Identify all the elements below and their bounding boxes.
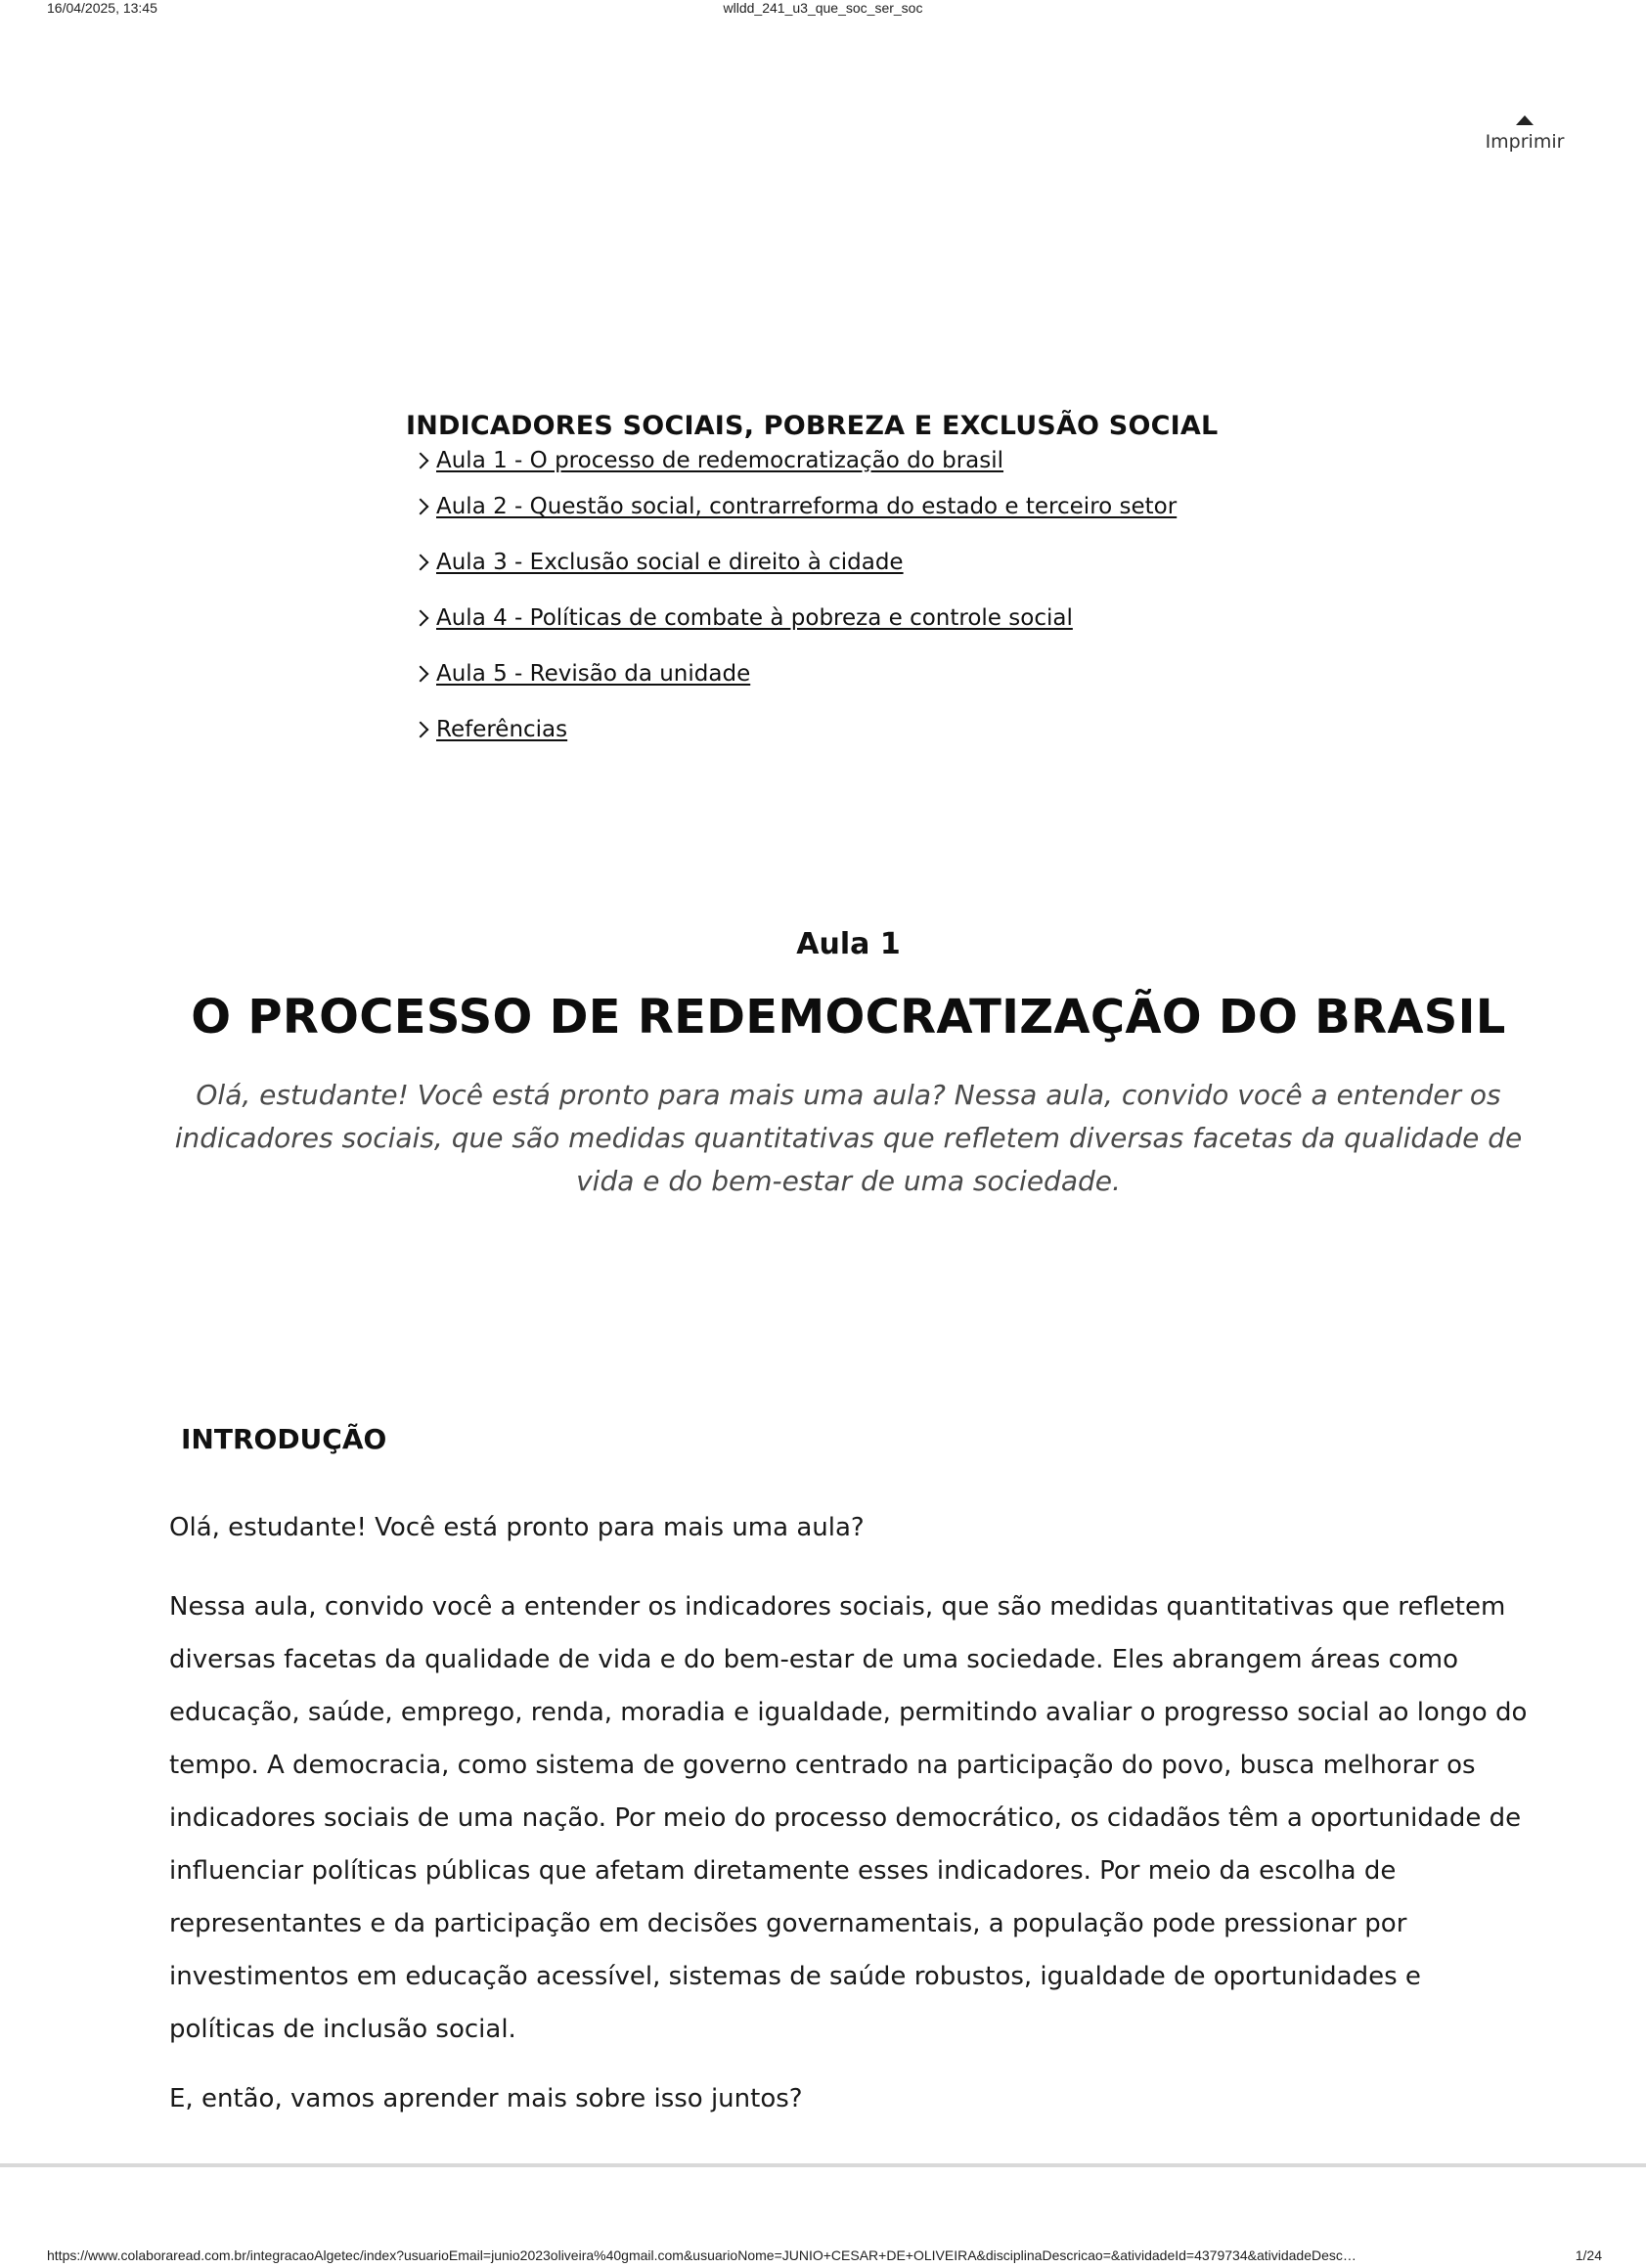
paragraph: Nessa aula, convido você a entender os indicadores sociais, que são medidas quantitativas que refletem diversas facetas da qualidade de vida e do bem-estar de uma sociedade. Eles abrangem áreas como educação, saúde, emprego, renda, moradia e igualdade, permitindo avaliar o progresso social ao longo do tempo. A democracia, como sistema de governo centrado na participação do povo, busca melhorar os indicadores sociais de uma nação. Por meio do processo democrático, os cidadãos têm a oportunidade de influenciar políticas públicas que afetam diretamente esses indicadores. Por meio da escolha de representantes e da participação em decisões governamentais, a população pode pressionar por investimentos em educação acessível, sistemas de saúde robustos, igualdade de oportunidades e políticas de inclusão social.	[169, 1592, 1528, 2044]
toc-item	[415, 590, 1286, 645]
toc-link-aula-2[interactable]: Aula 2 - Questão social, contrarreforma do estado e terceiro setor	[436, 493, 1178, 519]
table-of-contents	[406, 411, 1286, 757]
lesson-intro: Olá, estudante! Você está pronto para mais uma aula? Nessa aula, convido você a entender os indicadores sociais, que são medidas quantitativas que refletem diversas facetas da qualidade de vida e do bem-estar de uma sociedade.	[174, 1079, 1523, 1197]
toc-link-referencias[interactable]: Referências	[436, 716, 568, 742]
toc-item	[415, 443, 1286, 478]
divider	[0, 2163, 1646, 2167]
chevron-right-icon	[413, 721, 429, 737]
chevron-right-icon	[413, 498, 429, 514]
toc-item	[415, 701, 1286, 757]
toc-link-aula-3[interactable]: Aula 3 - Exclusão social e direito à cidade	[436, 549, 904, 575]
toc-list	[406, 443, 1286, 757]
print-datetime: 16/04/2025, 13:45	[47, 0, 157, 16]
toc-link-aula-5[interactable]: Aula 5 - Revisão da unidade	[436, 660, 751, 687]
chevron-right-icon	[413, 554, 429, 570]
toc-link-aula-1[interactable]: Aula 1 - O processo de redemocratização do brasil	[436, 448, 1004, 473]
triangle-up-icon	[1516, 115, 1534, 125]
toc-title: INDICADORES SOCIAIS, POBREZA E EXCLUSÃO SOCIAL	[406, 411, 1219, 441]
page-number: 1/24	[1575, 2247, 1602, 2263]
chevron-right-icon	[413, 453, 429, 469]
print-footer-url: https://www.colaboraread.com.br/integracaoAlgetec/index?usuarioEmail=junio2023oliveira%40gmail.com&usuarioNome=JUNIO+CESAR+DE+OLIVEIRA&disciplinaDescricao=&atividadeId=4379734&atividadeDesc…	[47, 2247, 1357, 2263]
lesson-label: Aula 1	[796, 927, 901, 961]
chevron-right-icon	[413, 609, 429, 626]
toc-item	[415, 534, 1286, 590]
section-heading-introducao: INTRODUÇÃO	[181, 1423, 387, 1455]
paragraph: E, então, vamos aprender mais sobre isso juntos?	[169, 2084, 803, 2113]
print-button-label: Imprimir	[1485, 131, 1565, 153]
toc-item	[415, 478, 1286, 534]
chevron-right-icon	[413, 665, 429, 682]
print-header	[0, 0, 1646, 22]
paragraph: Olá, estudante! Você está pronto para mais uma aula?	[169, 1513, 865, 1542]
print-footer	[47, 2247, 1602, 2263]
print-button[interactable]	[1466, 115, 1583, 153]
toc-link-aula-4[interactable]: Aula 4 - Políticas de combate à pobreza e controle social	[436, 604, 1073, 631]
lesson-title: O PROCESSO DE REDEMOCRATIZAÇÃO DO BRASIL	[191, 990, 1506, 1045]
print-doc-title: wlldd_241_u3_que_soc_ser_soc	[723, 0, 923, 16]
toc-item	[415, 645, 1286, 701]
